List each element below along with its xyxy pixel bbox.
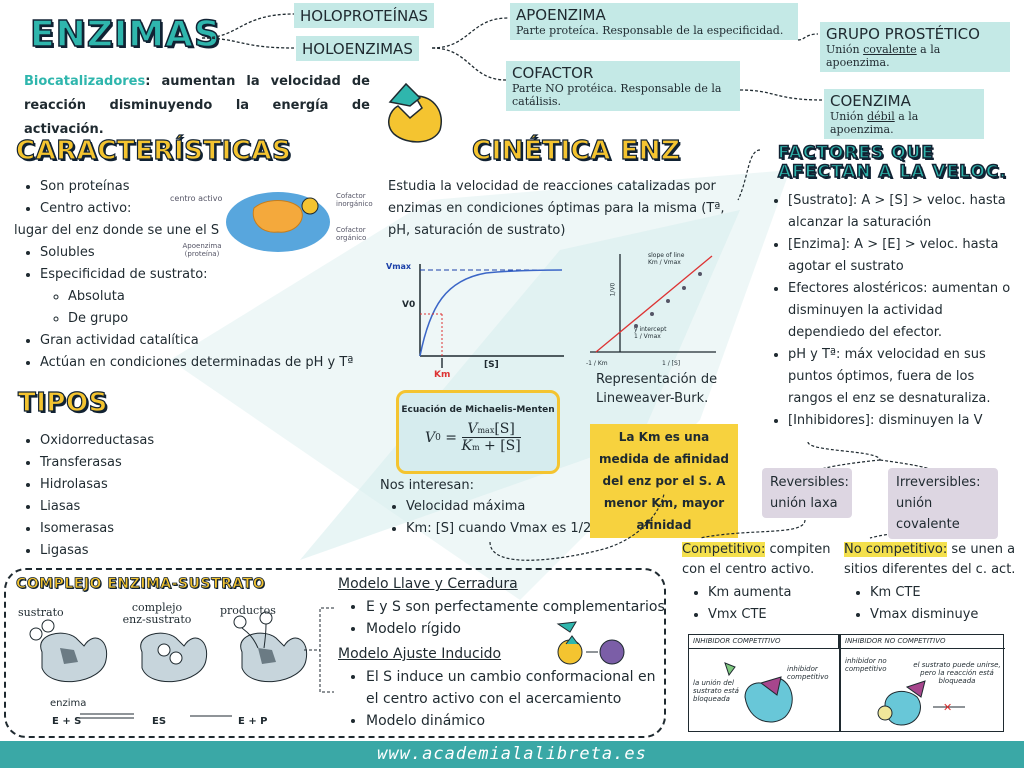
list-item: • Solubles [40, 242, 384, 264]
list-item: ◦ De grupo [68, 308, 384, 330]
reversibles-box: Reversibles: unión laxa [762, 468, 852, 518]
lb-xlab: 1 / [S] [662, 360, 681, 367]
label-centro-activo: centro activo [170, 194, 223, 203]
cofactor-desc: Parte NO protéica. Responsable de la catálisis. [512, 82, 722, 108]
models-bracket [300, 600, 340, 700]
list-item: • Modelo rígido [366, 618, 665, 640]
ajuste-list [340, 666, 662, 732]
list-item: • Vmax disminuye [870, 604, 978, 626]
comp-note: la unión del sustrato está bloqueada [693, 679, 739, 703]
factores-list [762, 190, 1020, 432]
svg-text:✕: ✕ [943, 701, 953, 714]
competitivo-text: Competitivo: compiten con el centro activo. [682, 542, 831, 577]
cinetica-title: CINÉTICA ENZ [472, 136, 681, 166]
factores-title: FACTORES QUE AFECTAN A LA VELOC. [778, 143, 1007, 182]
list-item: • Ligasas [40, 540, 154, 562]
coenzima-title: COENZIMA [830, 92, 911, 110]
comp-inhibitor-label: inhibidor competitivo [787, 665, 829, 681]
list-item: • El S induce un cambio conformacional en el centro activo con el acercamiento [366, 666, 662, 710]
list-item: • Son proteínas [40, 176, 384, 198]
ajuste-title: Modelo Ajuste Inducido [338, 646, 502, 662]
label-productos: productos [220, 604, 276, 617]
cinetica-desc: Estudia la velocidad de reacciones catalizadas por enzimas en condiciones óptimas para la misma (Tª, pH, saturación de sustrato) [388, 179, 725, 238]
inhibitor-diagram [688, 634, 1004, 732]
holoenzimas-label: HOLOENZIMAS [302, 40, 413, 58]
footer-url[interactable]: www.academialalibreta.es [0, 741, 1024, 768]
label-sustrato: sustrato [18, 606, 64, 619]
lb-slope: slope of line Km / Vmax [648, 252, 685, 266]
list-item: • Efectores alostéricos: aumentan o disminuyen la actividad dependiedo del efector. [788, 278, 1020, 344]
list-item: • Km: [S] cuando Vmax es 1/2 [406, 518, 591, 540]
list-item: • Oxidorreductasas [40, 430, 154, 452]
caracteristicas-title: CARACTERÍSTICAS [16, 136, 292, 166]
irreversibles-box: Irreversibles: unión covalente [888, 468, 998, 539]
list-item: • Hidrolasas [40, 474, 154, 496]
list-item: • [Enzima]: A > [E] > veloc. hasta agotar el sustrato [788, 234, 1020, 278]
label-enzima: enzima [50, 698, 87, 709]
list-item: • Gran actividad catalítica [40, 330, 384, 352]
apoenzima-title: APOENZIMA [516, 6, 606, 24]
grupo-prostetico-desc: Unión covalente a la apoenzima. [826, 43, 941, 69]
cofactor-title: COFACTOR [512, 64, 594, 82]
interesan-title: Nos interesan: [380, 478, 474, 493]
intro-term: Biocatalizadores [24, 74, 146, 89]
lb-ylab: 1/V0 [609, 282, 617, 297]
tipos-title: TIPOS [18, 388, 108, 418]
holoproteinas-label: HOLOPROTEÍNAS [300, 7, 429, 25]
list-item: • Vmx CTE [708, 604, 792, 626]
label-cofactor-inorg: Cofactor inorgánico [336, 192, 373, 208]
lb-caption: Representación de Lineweaver-Burk. [596, 372, 718, 406]
ajuste-icon [556, 618, 628, 666]
mm-formula: V 0 = Vmax[S] Km + [S] [425, 421, 521, 454]
lb-intercept: y intercept 1 / Vmax [634, 326, 667, 340]
intro-desc: : aumentan la velocidad de reacción disminuyendo la energía de activación. [24, 74, 370, 137]
mm-title: Ecuación de Michaelis-Menten [401, 405, 555, 415]
no-competitivo-text: No competitivo: se unen a sitios diferentes del c. act. [844, 542, 1016, 577]
label-es3: E + P [238, 716, 268, 727]
list-item: • Km aumenta [708, 582, 792, 604]
graph1-km: Km [434, 370, 451, 380]
graph1-s: [S] [484, 360, 499, 370]
label-complejo: complejo enz-sustrato [122, 601, 192, 626]
apoenzima-desc: Parte proteíca. Responsable de la especificidad. [516, 24, 784, 37]
centro-def: lugar del enz donde se une el S [14, 223, 220, 238]
list-item: • Modelo dinámico [366, 710, 662, 732]
label-es2: ES [152, 716, 167, 727]
no-competitivo-list [844, 582, 978, 626]
lb-xneg: -1 / Km [586, 360, 608, 367]
label-cofactor-org: Cofactor orgánico [336, 226, 367, 242]
list-item: • Isomerasas [40, 518, 154, 540]
list-item: • E y S son perfectamente complementarios [366, 596, 665, 618]
list-item: • [Sustrato]: A > [S] > veloc. hasta alcanzar la saturación [788, 190, 1020, 234]
complejo-title: COMPLEJO ENZIMA-SUSTRATO [16, 576, 266, 592]
list-item: • Actúan en condiciones determinadas de pH y Tª [40, 352, 384, 374]
nocomp-title: INHIBIDOR NO COMPETITIVO [841, 635, 1005, 649]
list-item: • Velocidad máxima [406, 496, 591, 518]
page-title: ENZIMAS [30, 14, 221, 55]
grupo-prostetico-title: GRUPO PROSTÉTICO [826, 25, 980, 43]
graph1-v0: V0 [402, 300, 416, 310]
llave-title: Modelo Llave y Cerradura [338, 576, 518, 592]
comp-title: INHIBIDOR COMPETITIVO [689, 635, 839, 649]
list-item: • pH y Tª: máx velocidad en sus puntos óptimos, fuera de los rangos el enz se desnaturaliza. [788, 344, 1020, 410]
label-apoenzima: Apoenzima (proteína) [182, 242, 222, 258]
competitivo-list [682, 582, 792, 626]
km-note: La Km es una medida de afinidad del enz por el S. A menor Km, mayor afinidad [590, 424, 738, 538]
graph1-vmax: Vmax [386, 262, 412, 271]
label-es1: E + S [52, 716, 82, 727]
list-item: • [Inhibidores]: disminuyen la V [788, 410, 1020, 432]
coenzima-desc: Unión débil a la apoenzima. [830, 110, 919, 136]
list-item: ◦ Absoluta [68, 286, 384, 308]
nc-note: el sustrato puede unirse, pero la reacción está bloqueada [913, 661, 1001, 685]
nc-inhibitor-label: inhibidor no competitivo [845, 657, 887, 673]
list-item: • Liasas [40, 496, 154, 518]
list-item: • Especificidad de sustrato: [40, 264, 384, 286]
list-item: • Centro activo: [40, 198, 384, 220]
list-item: • Transferasas [40, 452, 154, 474]
list-item: • Km CTE [870, 582, 978, 604]
